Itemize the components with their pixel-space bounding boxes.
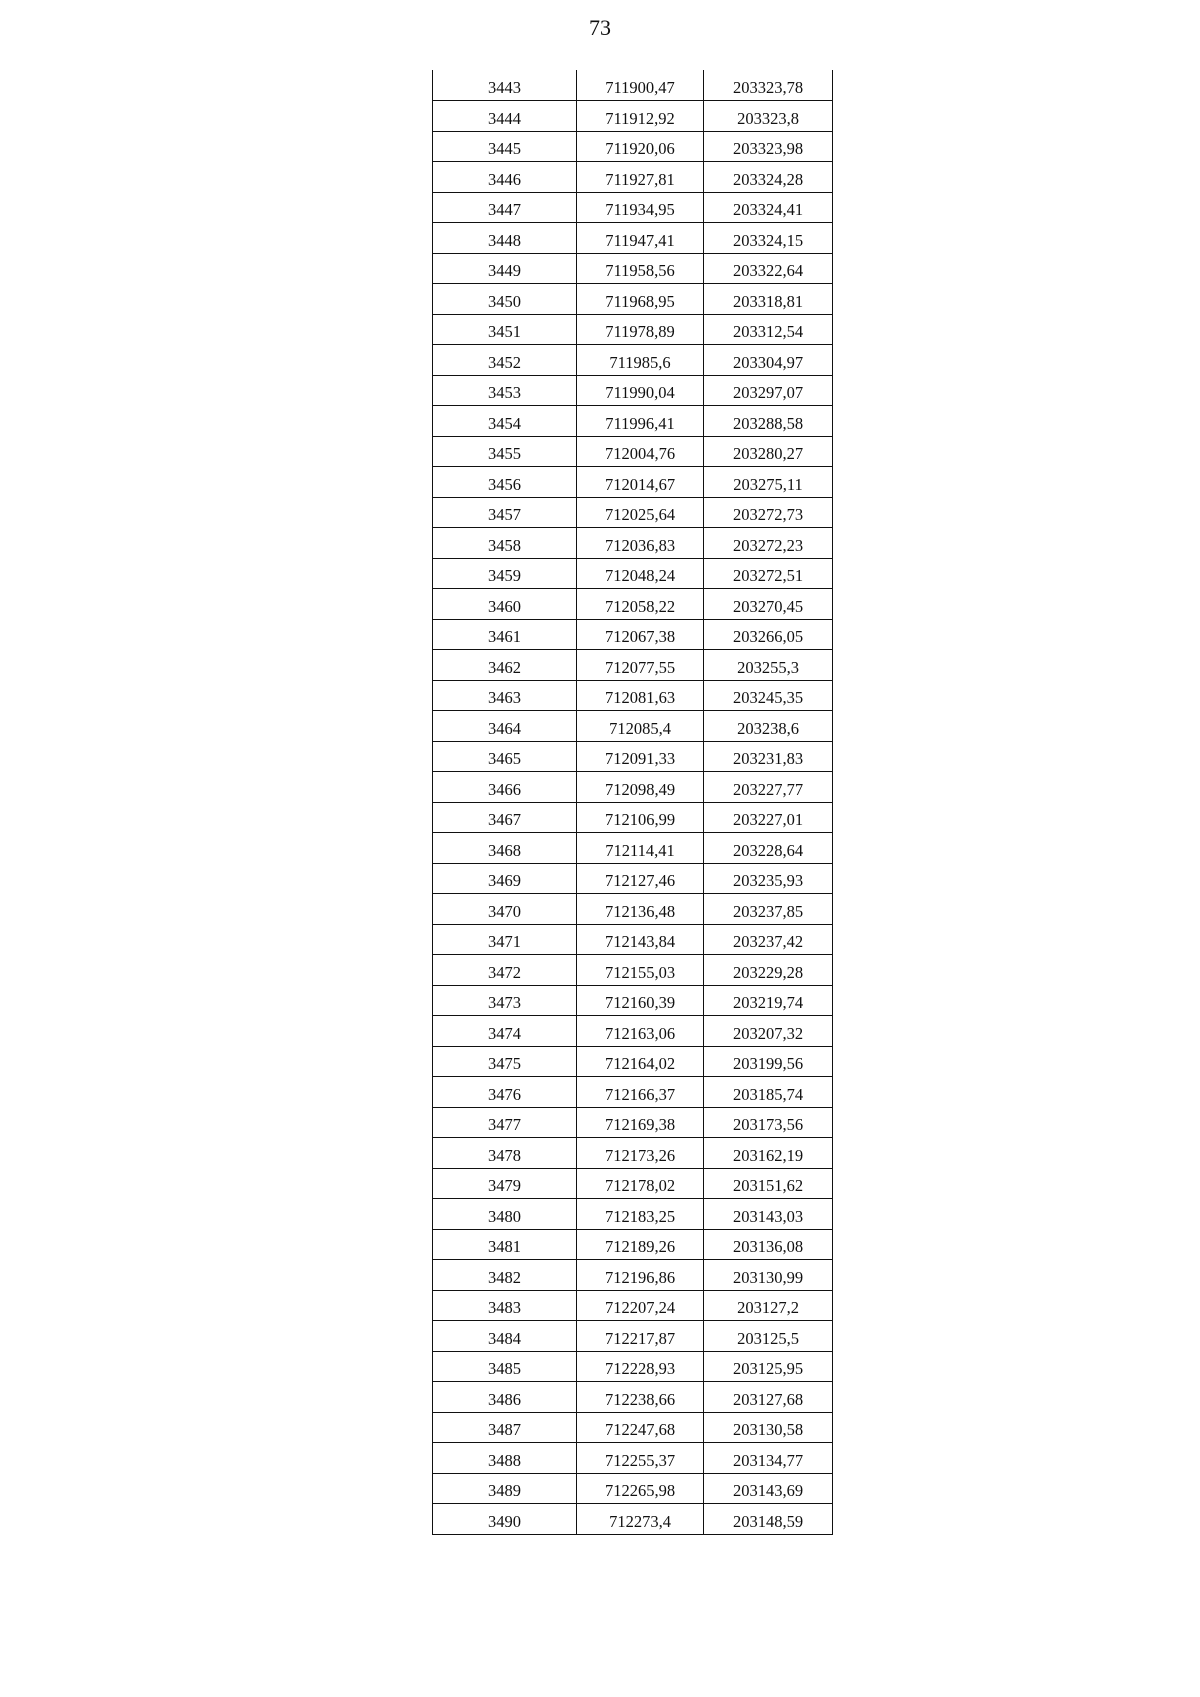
- y-coordinate-cell: 203227,77: [704, 772, 833, 803]
- point-number-cell: 3473: [433, 985, 577, 1016]
- table-row: [433, 1107, 833, 1138]
- x-coordinate-cell: 712273,4: [577, 1504, 704, 1535]
- x-coordinate-cell: 712058,22: [577, 589, 704, 620]
- point-number-cell: 3451: [433, 314, 577, 345]
- table-row: [433, 589, 833, 620]
- x-coordinate-cell: 712207,24: [577, 1290, 704, 1321]
- x-coordinate-cell: 712025,64: [577, 497, 704, 528]
- point-number-cell: 3488: [433, 1443, 577, 1474]
- x-coordinate-cell: 712098,49: [577, 772, 704, 803]
- x-coordinate-cell: 711985,6: [577, 345, 704, 376]
- point-number-cell: 3445: [433, 131, 577, 162]
- y-coordinate-cell: 203143,03: [704, 1199, 833, 1230]
- point-number-cell: 3457: [433, 497, 577, 528]
- point-number-cell: 3482: [433, 1260, 577, 1291]
- x-coordinate-cell: 712228,93: [577, 1351, 704, 1382]
- x-coordinate-cell: 712255,37: [577, 1443, 704, 1474]
- y-coordinate-cell: 203272,23: [704, 528, 833, 559]
- coordinates-table-body: [433, 70, 833, 1534]
- y-coordinate-cell: 203227,01: [704, 802, 833, 833]
- point-number-cell: 3468: [433, 833, 577, 864]
- table-row: [433, 101, 833, 132]
- table-row: [433, 1412, 833, 1443]
- table-row: [433, 1016, 833, 1047]
- x-coordinate-cell: 712196,86: [577, 1260, 704, 1291]
- x-coordinate-cell: 712166,37: [577, 1077, 704, 1108]
- y-coordinate-cell: 203130,99: [704, 1260, 833, 1291]
- point-number-cell: 3469: [433, 863, 577, 894]
- y-coordinate-cell: 203238,6: [704, 711, 833, 742]
- point-number-cell: 3444: [433, 101, 577, 132]
- table-row: [433, 1077, 833, 1108]
- point-number-cell: 3443: [433, 70, 577, 101]
- table-row: [433, 406, 833, 437]
- table-row: [433, 70, 833, 101]
- table-row: [433, 772, 833, 803]
- x-coordinate-cell: 712169,38: [577, 1107, 704, 1138]
- y-coordinate-cell: 203130,58: [704, 1412, 833, 1443]
- x-coordinate-cell: 711968,95: [577, 284, 704, 315]
- y-coordinate-cell: 203127,2: [704, 1290, 833, 1321]
- table-row: [433, 1382, 833, 1413]
- y-coordinate-cell: 203231,83: [704, 741, 833, 772]
- y-coordinate-cell: 203235,93: [704, 863, 833, 894]
- x-coordinate-cell: 712127,46: [577, 863, 704, 894]
- x-coordinate-cell: 712136,48: [577, 894, 704, 925]
- x-coordinate-cell: 712114,41: [577, 833, 704, 864]
- point-number-cell: 3472: [433, 955, 577, 986]
- table-row: [433, 1504, 833, 1535]
- point-number-cell: 3477: [433, 1107, 577, 1138]
- table-row: [433, 1473, 833, 1504]
- x-coordinate-cell: 712189,26: [577, 1229, 704, 1260]
- y-coordinate-cell: 203173,56: [704, 1107, 833, 1138]
- point-number-cell: 3446: [433, 162, 577, 193]
- x-coordinate-cell: 711978,89: [577, 314, 704, 345]
- y-coordinate-cell: 203272,51: [704, 558, 833, 589]
- table-row: [433, 192, 833, 223]
- point-number-cell: 3467: [433, 802, 577, 833]
- x-coordinate-cell: 711900,47: [577, 70, 704, 101]
- y-coordinate-cell: 203219,74: [704, 985, 833, 1016]
- y-coordinate-cell: 203324,28: [704, 162, 833, 193]
- point-number-cell: 3452: [433, 345, 577, 376]
- table-row: [433, 467, 833, 498]
- point-number-cell: 3466: [433, 772, 577, 803]
- y-coordinate-cell: 203237,85: [704, 894, 833, 925]
- table-row: [433, 619, 833, 650]
- y-coordinate-cell: 203229,28: [704, 955, 833, 986]
- point-number-cell: 3470: [433, 894, 577, 925]
- point-number-cell: 3486: [433, 1382, 577, 1413]
- y-coordinate-cell: 203272,73: [704, 497, 833, 528]
- y-coordinate-cell: 203312,54: [704, 314, 833, 345]
- table-row: [433, 863, 833, 894]
- point-number-cell: 3459: [433, 558, 577, 589]
- point-number-cell: 3483: [433, 1290, 577, 1321]
- y-coordinate-cell: 203255,3: [704, 650, 833, 681]
- point-number-cell: 3460: [433, 589, 577, 620]
- y-coordinate-cell: 203245,35: [704, 680, 833, 711]
- y-coordinate-cell: 203125,95: [704, 1351, 833, 1382]
- table-row: [433, 955, 833, 986]
- point-number-cell: 3464: [433, 711, 577, 742]
- y-coordinate-cell: 203297,07: [704, 375, 833, 406]
- table-row: [433, 497, 833, 528]
- x-coordinate-cell: 711927,81: [577, 162, 704, 193]
- table-row: [433, 1168, 833, 1199]
- x-coordinate-cell: 712143,84: [577, 924, 704, 955]
- table-row: [433, 894, 833, 925]
- point-number-cell: 3478: [433, 1138, 577, 1169]
- x-coordinate-cell: 712173,26: [577, 1138, 704, 1169]
- point-number-cell: 3479: [433, 1168, 577, 1199]
- x-coordinate-cell: 712178,02: [577, 1168, 704, 1199]
- point-number-cell: 3449: [433, 253, 577, 284]
- table-row: [433, 833, 833, 864]
- point-number-cell: 3485: [433, 1351, 577, 1382]
- y-coordinate-cell: 203162,19: [704, 1138, 833, 1169]
- table-row: [433, 741, 833, 772]
- x-coordinate-cell: 712081,63: [577, 680, 704, 711]
- x-coordinate-cell: 711990,04: [577, 375, 704, 406]
- point-number-cell: 3465: [433, 741, 577, 772]
- y-coordinate-cell: 203324,41: [704, 192, 833, 223]
- table-row: [433, 711, 833, 742]
- x-coordinate-cell: 712164,02: [577, 1046, 704, 1077]
- point-number-cell: 3480: [433, 1199, 577, 1230]
- coordinates-table: [432, 70, 833, 1535]
- table-row: [433, 650, 833, 681]
- table-row: [433, 802, 833, 833]
- y-coordinate-cell: 203151,62: [704, 1168, 833, 1199]
- y-coordinate-cell: 203323,78: [704, 70, 833, 101]
- y-coordinate-cell: 203228,64: [704, 833, 833, 864]
- y-coordinate-cell: 203275,11: [704, 467, 833, 498]
- x-coordinate-cell: 712238,66: [577, 1382, 704, 1413]
- y-coordinate-cell: 203280,27: [704, 436, 833, 467]
- point-number-cell: 3456: [433, 467, 577, 498]
- y-coordinate-cell: 203143,69: [704, 1473, 833, 1504]
- y-coordinate-cell: 203207,32: [704, 1016, 833, 1047]
- x-coordinate-cell: 711996,41: [577, 406, 704, 437]
- x-coordinate-cell: 711912,92: [577, 101, 704, 132]
- point-number-cell: 3455: [433, 436, 577, 467]
- y-coordinate-cell: 203237,42: [704, 924, 833, 955]
- point-number-cell: 3490: [433, 1504, 577, 1535]
- point-number-cell: 3476: [433, 1077, 577, 1108]
- y-coordinate-cell: 203288,58: [704, 406, 833, 437]
- point-number-cell: 3487: [433, 1412, 577, 1443]
- x-coordinate-cell: 712247,68: [577, 1412, 704, 1443]
- x-coordinate-cell: 711947,41: [577, 223, 704, 254]
- table-row: [433, 1290, 833, 1321]
- y-coordinate-cell: 203148,59: [704, 1504, 833, 1535]
- x-coordinate-cell: 712085,4: [577, 711, 704, 742]
- point-number-cell: 3471: [433, 924, 577, 955]
- point-number-cell: 3447: [433, 192, 577, 223]
- table-row: [433, 1260, 833, 1291]
- table-row: [433, 1351, 833, 1382]
- table-row: [433, 314, 833, 345]
- y-coordinate-cell: 203270,45: [704, 589, 833, 620]
- table-row: [433, 680, 833, 711]
- point-number-cell: 3454: [433, 406, 577, 437]
- point-number-cell: 3448: [433, 223, 577, 254]
- x-coordinate-cell: 712067,38: [577, 619, 704, 650]
- y-coordinate-cell: 203322,64: [704, 253, 833, 284]
- page-number: 73: [589, 15, 611, 40]
- point-number-cell: 3474: [433, 1016, 577, 1047]
- y-coordinate-cell: 203199,56: [704, 1046, 833, 1077]
- point-number-cell: 3481: [433, 1229, 577, 1260]
- x-coordinate-cell: 711934,95: [577, 192, 704, 223]
- point-number-cell: 3489: [433, 1473, 577, 1504]
- table-row: [433, 1321, 833, 1352]
- table-row: [433, 1199, 833, 1230]
- y-coordinate-cell: 203266,05: [704, 619, 833, 650]
- point-number-cell: 3475: [433, 1046, 577, 1077]
- y-coordinate-cell: 203125,5: [704, 1321, 833, 1352]
- x-coordinate-cell: 712048,24: [577, 558, 704, 589]
- table-row: [433, 985, 833, 1016]
- y-coordinate-cell: 203127,68: [704, 1382, 833, 1413]
- table-row: [433, 253, 833, 284]
- y-coordinate-cell: 203324,15: [704, 223, 833, 254]
- table-row: [433, 924, 833, 955]
- table-row: [433, 162, 833, 193]
- x-coordinate-cell: 711920,06: [577, 131, 704, 162]
- y-coordinate-cell: 203318,81: [704, 284, 833, 315]
- point-number-cell: 3461: [433, 619, 577, 650]
- y-coordinate-cell: 203323,8: [704, 101, 833, 132]
- x-coordinate-cell: 712155,03: [577, 955, 704, 986]
- table-row: [433, 131, 833, 162]
- y-coordinate-cell: 203185,74: [704, 1077, 833, 1108]
- x-coordinate-cell: 712106,99: [577, 802, 704, 833]
- x-coordinate-cell: 712004,76: [577, 436, 704, 467]
- point-number-cell: 3484: [433, 1321, 577, 1352]
- point-number-cell: 3453: [433, 375, 577, 406]
- table-row: [433, 1138, 833, 1169]
- table-row: [433, 528, 833, 559]
- table-row: [433, 1229, 833, 1260]
- table-row: [433, 375, 833, 406]
- table-row: [433, 558, 833, 589]
- point-number-cell: 3458: [433, 528, 577, 559]
- x-coordinate-cell: 711958,56: [577, 253, 704, 284]
- table-row: [433, 436, 833, 467]
- x-coordinate-cell: 712160,39: [577, 985, 704, 1016]
- x-coordinate-cell: 712077,55: [577, 650, 704, 681]
- y-coordinate-cell: 203136,08: [704, 1229, 833, 1260]
- x-coordinate-cell: 712217,87: [577, 1321, 704, 1352]
- point-number-cell: 3462: [433, 650, 577, 681]
- y-coordinate-cell: 203134,77: [704, 1443, 833, 1474]
- table-row: [433, 345, 833, 376]
- point-number-cell: 3450: [433, 284, 577, 315]
- table-row: [433, 284, 833, 315]
- table-row: [433, 1046, 833, 1077]
- table-row: [433, 223, 833, 254]
- x-coordinate-cell: 712014,67: [577, 467, 704, 498]
- y-coordinate-cell: 203323,98: [704, 131, 833, 162]
- x-coordinate-cell: 712265,98: [577, 1473, 704, 1504]
- y-coordinate-cell: 203304,97: [704, 345, 833, 376]
- x-coordinate-cell: 712163,06: [577, 1016, 704, 1047]
- x-coordinate-cell: 712036,83: [577, 528, 704, 559]
- x-coordinate-cell: 712183,25: [577, 1199, 704, 1230]
- table-row: [433, 1443, 833, 1474]
- x-coordinate-cell: 712091,33: [577, 741, 704, 772]
- point-number-cell: 3463: [433, 680, 577, 711]
